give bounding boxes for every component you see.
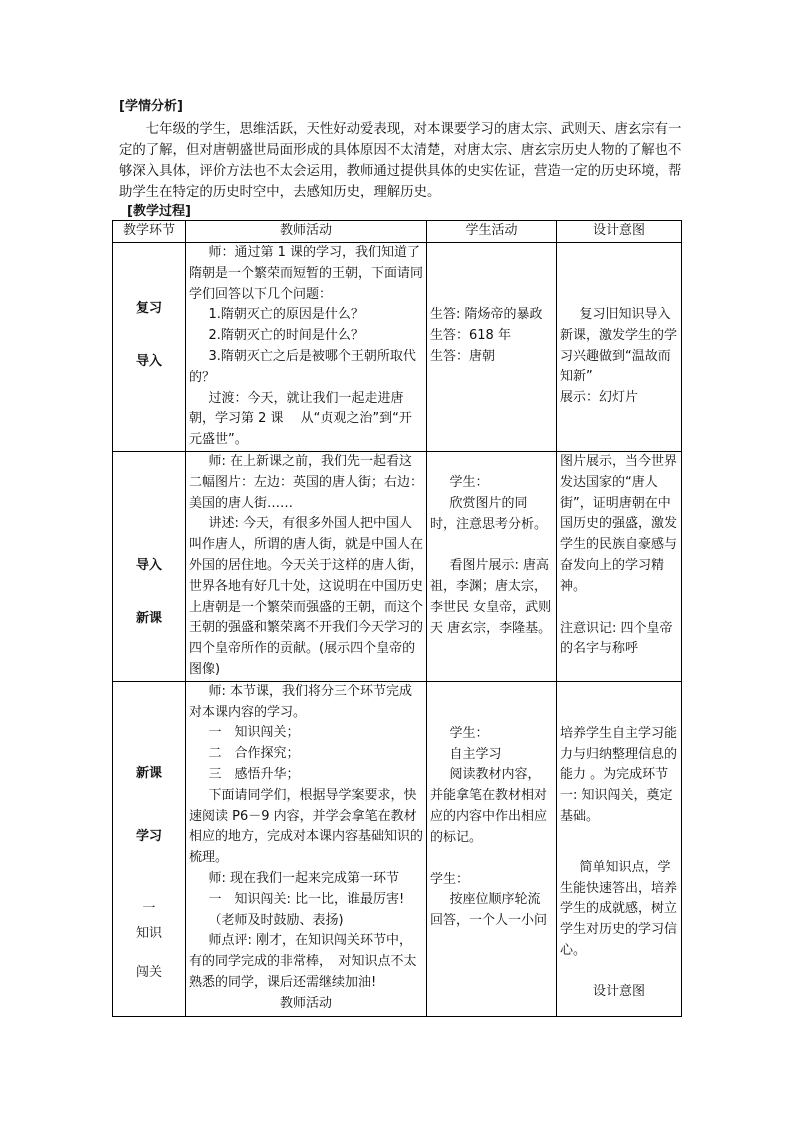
header-stage: 教学环节	[113, 221, 186, 243]
teacher-text: 一 知识闯关: 比一比，谁最厉害!	[208, 891, 405, 907]
header-design: 设计意图	[557, 221, 682, 243]
student-text: 学生：	[430, 871, 470, 887]
stage-label: 一	[142, 901, 156, 917]
teacher-text: 师：通过第 1 课的学习，我们知道了隋朝是一个繁荣而短暂的王朝，下面请同学们回答以下几个问题：	[189, 245, 424, 302]
section-title-analysis: [学情分析]	[119, 99, 183, 114]
stage-cell	[113, 451, 186, 681]
header-student: 学生活动	[427, 221, 557, 243]
teacher-text: 下面请同学们，根据导学案要求，快速阅读 P6－9 内容，并学会拿笔在教材相应的地方，完成对本课内容基础知识的梳理。	[189, 787, 424, 866]
design-text: 注意识记: 四个皇帝的名字与称呼	[560, 620, 673, 657]
lesson-table	[112, 220, 682, 1017]
teacher-text: 3.隋朝灭亡之后是被哪个王朝所取代的？	[189, 348, 416, 385]
student-text: 自主学习	[449, 746, 502, 762]
design-text: 图片展示，当今世界发达国家的“唐人街”，证明唐朝在中国历史的强盛，激发学生的民族自豪感与奋发向上的学习精神。	[560, 453, 678, 594]
design-text: 设计意图	[592, 983, 645, 999]
design-text: 展示：幻灯片	[560, 390, 639, 406]
design-cell	[557, 681, 682, 1016]
stage-label: 复习	[135, 301, 162, 316]
teacher-text: 1.隋朝灭亡的原因是什么？	[208, 307, 364, 323]
stage-label: 新课	[135, 765, 162, 781]
stage-label: 闯关	[135, 964, 162, 980]
teacher-cell	[186, 243, 427, 452]
teacher-cell	[186, 451, 427, 681]
table-header-row	[113, 221, 682, 243]
student-text: 欣赏图片的同时，注意思考分析。	[430, 495, 548, 532]
student-text: 按座位顺序轮流回答，一个人一小问	[430, 892, 548, 929]
teacher-text: 二 合作探究；	[208, 746, 300, 762]
student-text: 学生：	[449, 725, 489, 741]
student-text: 生答：618 年	[430, 327, 511, 343]
stage-cell	[113, 681, 186, 1016]
header-teacher: 教师活动	[186, 221, 427, 243]
design-cell	[557, 451, 682, 681]
student-cell	[427, 451, 557, 681]
stage-label: 知识	[135, 926, 162, 942]
design-text: 复习旧知识导入新课，激发学生的学习兴趣做到“温故而知新”	[560, 307, 678, 385]
analysis-paragraph: 七年级的学生，思维活跃，天性好动爱表现，对本课要学习的唐太宗、武则天、唐玄宗有一定的了解，但对唐朝盛世局面形成的具体原因不太清楚，对唐太宗、唐玄宗历史人物的了解也不够深入具体，评价方法也不太会运用，教师通过提供具体的史实佐证，营造一定的历史环境，帮助学生在特定的历史时空中，去感知历史，理解历史。	[119, 122, 682, 200]
student-text: 阅读教材内容，并能拿笔在教材相对应的内容中作出相应的标记。	[430, 767, 548, 845]
table-row	[113, 451, 682, 681]
stage-cell	[113, 243, 186, 452]
design-text: 培养学生自主学习能力与归纳整理信息的能力 。为完成环节一: 知识闯关，奠定基础。	[560, 725, 678, 824]
teacher-text: 讲述: 今天，有很多外国人把中国人叫作唐人，所谓的唐人街，就是中国人在外国的居住地。今天关于这样的唐人街，世界各地有好几十处，这说明在中国历史上唐朝是一个繁荣而强盛的王朝，而这个王朝的强盛和繁荣离不开我们今天学习的四个皇帝所作的贡献。(展示四个皇帝的图像)	[189, 516, 424, 677]
table-row	[113, 243, 682, 452]
teacher-text: 师: 在上新课之前，我们先一起看这二幅图片：左边：英国的唐人街；右边：美国的唐人街……	[189, 453, 424, 511]
analysis-paragraph-block	[119, 119, 684, 203]
teacher-cell	[186, 681, 427, 1016]
teacher-text: 一 知识闯关；	[208, 725, 300, 741]
teacher-text: （老师及时鼓励、表扬)	[208, 912, 344, 928]
stage-label: 新课	[135, 610, 162, 626]
teacher-text: 师: 本节课，我们将分三个环节完成对本课内容的学习。	[189, 683, 413, 720]
teacher-text: 师: 现在我们一起来完成第一环节	[208, 870, 400, 886]
teacher-text: 师点评: 刚才，在知识闯关环节中，有的同学完成的非常棒， 对知识点不太熟悉的同学，课后还需继续加油!	[189, 933, 417, 990]
teacher-text: 教师活动	[279, 995, 332, 1011]
stage-label: 学习	[135, 828, 162, 844]
teacher-text: 2.隋朝灭亡的时间是什么？	[208, 328, 364, 344]
student-text: 生答: 隋炀帝的暴政	[430, 307, 543, 322]
student-cell	[427, 243, 557, 452]
table-row	[113, 681, 682, 1016]
section-title-process: [教学过程]	[127, 204, 191, 219]
student-cell	[427, 681, 557, 1016]
stage-label: 导入	[135, 557, 162, 573]
design-cell	[557, 243, 682, 452]
teacher-text: 三 感悟升华；	[208, 766, 300, 782]
stage-label: 导入	[135, 353, 162, 369]
design-text: 简单知识点，学生能快速答出，培养学生的成就感，树立学生对历史的学习信心。	[560, 859, 678, 958]
student-text: 学生：	[449, 474, 489, 490]
student-text: 生答：唐朝	[430, 348, 496, 364]
teacher-text: 过渡：今天，就让我们一起走进唐朝，学习第 2 课 从“贞观之治”到“开元盛世”。	[189, 390, 412, 448]
student-text: 看图片展示: 唐高祖，李渊；唐太宗，李世民 女皇帝，武则天 唐玄宗，李隆基。	[430, 558, 552, 636]
